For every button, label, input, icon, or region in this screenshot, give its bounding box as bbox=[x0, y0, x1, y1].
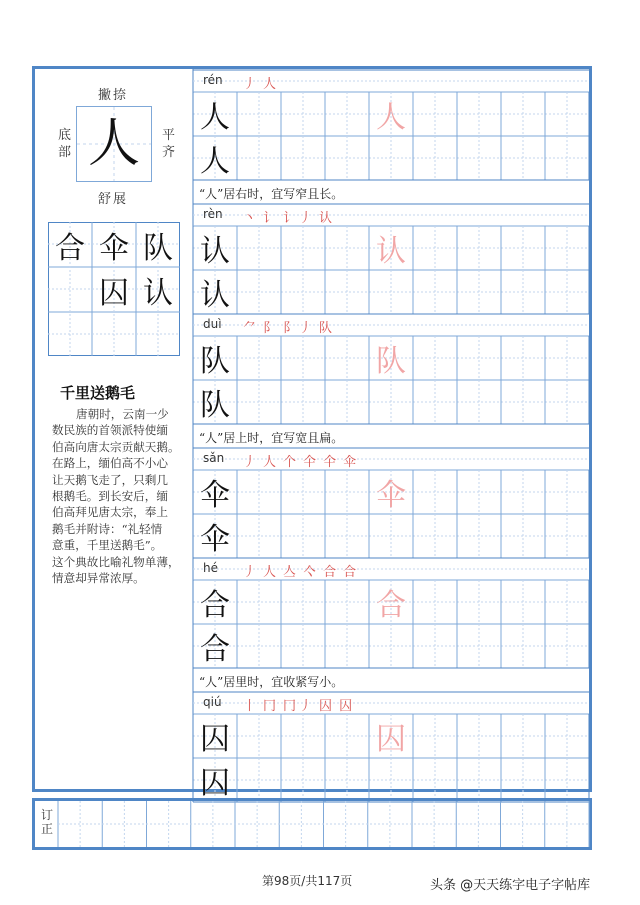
stroke-step: 合 bbox=[343, 565, 360, 580]
model-character: 伞 bbox=[200, 478, 230, 513]
story-line: 根鹅毛。到长安后，缅 bbox=[52, 489, 168, 504]
stroke-step: 人 bbox=[263, 565, 280, 580]
stroke-step: 丿 bbox=[243, 565, 260, 580]
tracing-character: 人 bbox=[376, 100, 406, 135]
related-char: 队 bbox=[143, 230, 173, 266]
writing-tip: “人”居里时，宜收紧写小。 bbox=[199, 675, 344, 689]
stroke-step: 人 bbox=[263, 455, 280, 470]
bottom-stroke-label: 舒展 bbox=[98, 192, 129, 207]
related-char: 囚 bbox=[99, 275, 129, 311]
model-character: 合 bbox=[200, 588, 230, 623]
pinyin: rèn bbox=[203, 207, 223, 221]
pinyin: sǎn bbox=[203, 451, 225, 465]
stroke-step: 亽 bbox=[303, 565, 320, 580]
left-stroke-label: 底部 bbox=[58, 128, 74, 160]
related-char: 伞 bbox=[99, 230, 129, 266]
model-character: 队 bbox=[200, 388, 230, 423]
tracing-character: 囚 bbox=[376, 722, 406, 757]
tracing-character: 队 bbox=[376, 344, 406, 379]
tracing-character: 认 bbox=[376, 234, 406, 269]
stroke-step: 亼 bbox=[283, 565, 300, 580]
correction-label: 订正 bbox=[40, 808, 53, 836]
story-line: 让天鹅飞走了，只剩几 bbox=[52, 472, 168, 487]
page-number: 第98页/共117页 bbox=[262, 874, 353, 888]
story-line: 伯高向唐太宗贡献天鹅。 bbox=[52, 439, 180, 454]
tracing-character: 伞 bbox=[376, 478, 406, 513]
stroke-step: 囚 bbox=[319, 699, 336, 714]
stroke-step: 合 bbox=[323, 565, 340, 580]
related-char: 认 bbox=[143, 275, 173, 311]
story-line: 唐朝时，云南一少 bbox=[76, 407, 169, 421]
stroke-step: 冂 bbox=[263, 699, 280, 714]
model-character: 认 bbox=[200, 278, 230, 313]
stroke-step: 讠丿 bbox=[283, 211, 316, 226]
model-character: 认 bbox=[200, 234, 230, 269]
stroke-step: 冂丿 bbox=[283, 699, 316, 714]
stroke-step: 丿 bbox=[243, 455, 260, 470]
pinyin: hé bbox=[203, 561, 218, 575]
story-line: 伯高拜见唐太宗，奉上 bbox=[52, 505, 168, 520]
stroke-step: 队 bbox=[319, 321, 336, 336]
stroke-step: 人 bbox=[263, 77, 280, 92]
top-stroke-label: 撇捺 bbox=[98, 88, 129, 103]
pinyin: qiú bbox=[203, 695, 222, 709]
tracing-character: 合 bbox=[376, 588, 406, 623]
model-character: 囚 bbox=[200, 766, 230, 801]
pinyin: rén bbox=[203, 73, 223, 87]
writing-tip: “人”居上时，宜写宽且扁。 bbox=[199, 431, 344, 445]
stroke-step: 阝 bbox=[263, 321, 280, 336]
related-char: 合 bbox=[55, 230, 85, 266]
story-line: 数民族的首领派特使缅 bbox=[52, 423, 168, 438]
model-character: 伞 bbox=[200, 522, 230, 557]
writing-tip: “人”居右时，宜写窄且长。 bbox=[199, 187, 344, 201]
pinyin: duì bbox=[203, 317, 222, 331]
stroke-step: 囚 bbox=[339, 699, 356, 714]
stroke-step: 丿 bbox=[243, 77, 260, 92]
model-character: 合 bbox=[200, 632, 230, 667]
right-stroke-label: 平齐 bbox=[162, 128, 178, 160]
stroke-step: 阝丿 bbox=[283, 321, 316, 336]
story-title: 千里送鹅毛 bbox=[60, 384, 136, 402]
stroke-step: 丶 bbox=[243, 211, 260, 226]
story-line: 情意却异常浓厚。 bbox=[52, 571, 145, 586]
model-character: 囚 bbox=[200, 722, 230, 757]
stroke-step: 讠 bbox=[263, 211, 280, 226]
stroke-step: 仐 bbox=[303, 455, 320, 470]
model-character: 人 bbox=[200, 100, 230, 135]
watermark: 头条 @天天练字电子字帖库 bbox=[430, 878, 591, 893]
story-line: 这个典故比喻礼物单薄， bbox=[52, 554, 180, 569]
story-line: 鹅毛并附诗：“礼轻情 bbox=[52, 521, 163, 536]
model-character: 人 bbox=[200, 144, 230, 179]
stroke-step: 认 bbox=[319, 211, 336, 226]
story-line: 在路上，缅伯高不小心 bbox=[52, 456, 168, 471]
main-character: 人 bbox=[88, 114, 141, 174]
stroke-step: ⺈ bbox=[243, 321, 260, 336]
stroke-step: 丨 bbox=[243, 699, 260, 714]
model-character: 队 bbox=[200, 344, 230, 379]
stroke-step: 伞 bbox=[343, 455, 360, 470]
story-line: 意重，千里送鹅毛”。 bbox=[52, 538, 163, 553]
stroke-step: 仐 bbox=[323, 455, 340, 470]
stroke-step: 个 bbox=[283, 455, 300, 470]
